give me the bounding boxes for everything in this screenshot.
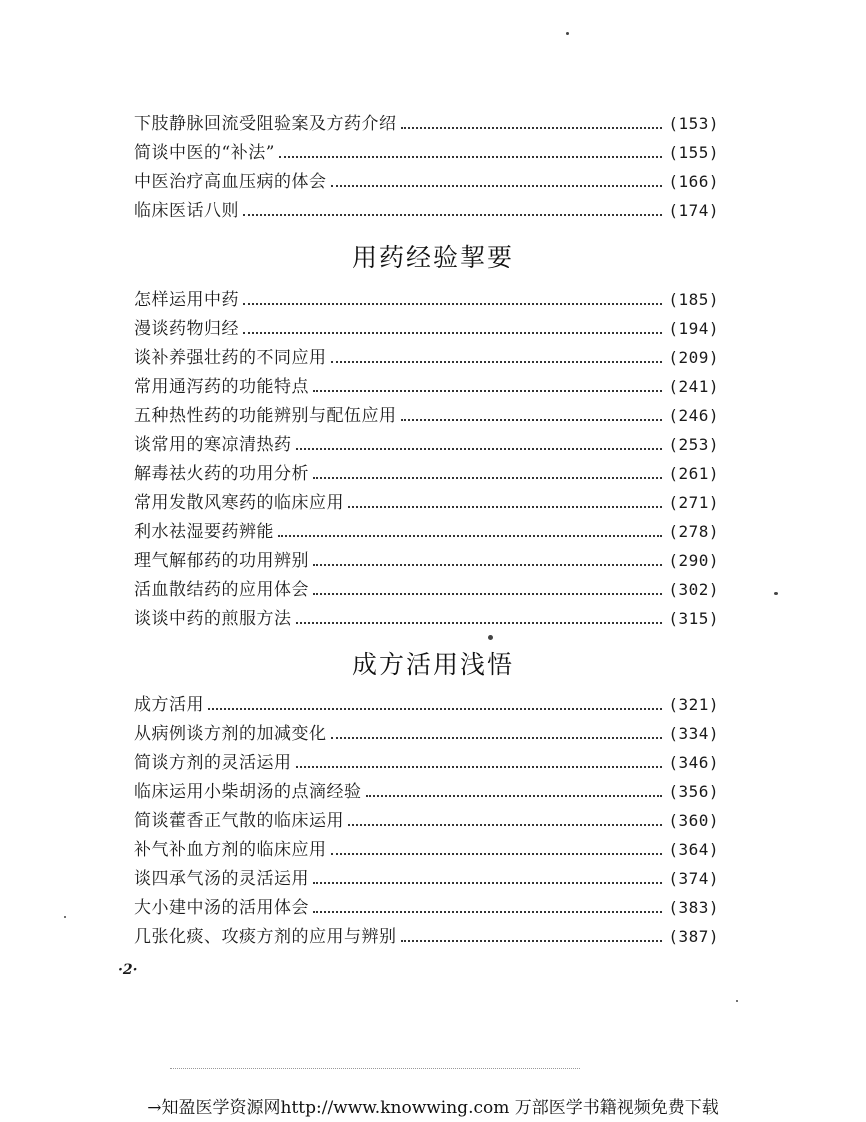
- toc-entry-title: 常用通泻药的功能特点: [134, 377, 309, 397]
- toc-entry-title: 中医治疗高血压病的体会: [134, 172, 327, 192]
- toc-entry-title: 谈谈中药的煎服方法: [134, 609, 292, 629]
- toc-entry-page: (209): [668, 348, 719, 367]
- toc-entry-title: 简谈中医的“补法”: [134, 143, 275, 163]
- toc-entry-page: (166): [668, 172, 719, 191]
- toc-entry: [134, 163, 719, 192]
- toc-entry-page: (387): [668, 927, 719, 946]
- toc-entry-page: (185): [668, 290, 719, 309]
- toc-entry-title: 临床运用小柴胡汤的点滴经验: [134, 782, 362, 802]
- toc-entry: [134, 773, 719, 802]
- toc-entry-title: 临床医话八则: [134, 201, 239, 221]
- toc-entry-title: 成方活用: [134, 695, 204, 715]
- toc-entry-page: (194): [668, 319, 719, 338]
- toc-entry: [134, 339, 719, 368]
- toc-entry: [134, 368, 719, 397]
- scan-line-artifact: [170, 1068, 580, 1069]
- toc-leader-dots: [401, 939, 663, 942]
- toc-entry-page: (246): [668, 406, 719, 425]
- toc-leader-dots: [401, 418, 663, 421]
- toc-entry: [134, 484, 719, 513]
- toc-entry-title: 从病例谈方剂的加减变化: [134, 724, 327, 744]
- section-heading: 用药经验挈要: [351, 243, 514, 272]
- toc-entry-page: (356): [668, 782, 719, 801]
- toc-leader-dots: [208, 707, 662, 710]
- toc-entry-title: 大小建中汤的活用体会: [134, 898, 309, 918]
- toc-leader-dots: [331, 852, 663, 855]
- toc-entry-page: (315): [668, 609, 719, 628]
- toc-entry-title: 利水祛湿要药辨能: [134, 522, 274, 542]
- toc-leader-dots: [313, 881, 662, 884]
- toc-section-2: [134, 281, 719, 629]
- toc-leader-dots: [401, 126, 663, 129]
- toc-leader-dots: [331, 360, 663, 363]
- toc-entry-page: (174): [668, 201, 719, 220]
- toc-entry-page: (271): [668, 493, 719, 512]
- page-number: ·2·: [118, 962, 138, 978]
- toc-entry-page: (241): [668, 377, 719, 396]
- scan-speck: [64, 916, 66, 918]
- toc-entry-page: (278): [668, 522, 719, 541]
- toc-leader-dots: [278, 534, 662, 537]
- toc-entry: [134, 192, 719, 221]
- toc-entry-title: 漫谈药物归经: [134, 319, 239, 339]
- toc-entry-page: (364): [668, 840, 719, 859]
- toc-leader-dots: [296, 621, 663, 624]
- toc-entry-page: (153): [668, 114, 719, 133]
- toc-entry: [134, 105, 719, 134]
- toc-entry: [134, 831, 719, 860]
- scan-speck: [488, 635, 493, 640]
- toc-leader-dots: [313, 592, 662, 595]
- toc-entry-title: 五种热性药的功能辨别与配伍应用: [134, 406, 397, 426]
- toc-entry: [134, 513, 719, 542]
- toc-entry-title: 补气补血方剂的临床应用: [134, 840, 327, 860]
- toc-entry-page: (302): [668, 580, 719, 599]
- toc-entry-title: 几张化痰、攻痰方剂的应用与辨别: [134, 927, 397, 947]
- toc-leader-dots: [313, 476, 662, 479]
- toc-leader-dots: [296, 447, 663, 450]
- toc-entry: [134, 860, 719, 889]
- toc-entry-title: 解毒祛火药的功用分析: [134, 464, 309, 484]
- toc-entry: [134, 134, 719, 163]
- toc-leader-dots: [348, 823, 662, 826]
- toc-entry-page: (321): [668, 695, 719, 714]
- toc-entry-title: 简谈方剂的灵活运用: [134, 753, 292, 773]
- toc-entry: [134, 455, 719, 484]
- toc-entry: [134, 686, 719, 715]
- toc-entry-title: 简谈藿香正气散的临床运用: [134, 811, 344, 831]
- toc-entry-page: (290): [668, 551, 719, 570]
- toc-leader-dots: [313, 910, 662, 913]
- toc-entry: [134, 918, 719, 947]
- toc-leader-dots: [331, 184, 663, 187]
- toc-leader-dots: [296, 765, 663, 768]
- toc-entry-page: (346): [668, 753, 719, 772]
- toc-entry-title: 下肢静脉回流受阻验案及方药介绍: [134, 114, 397, 134]
- toc-leader-dots: [313, 389, 662, 392]
- toc-entry-title: 谈四承气汤的灵活运用: [134, 869, 309, 889]
- toc-entry-page: (253): [668, 435, 719, 454]
- toc-leader-dots: [279, 155, 662, 158]
- toc-entry-page: (383): [668, 898, 719, 917]
- toc-leader-dots: [243, 302, 662, 305]
- toc-entry-title: 常用发散风寒药的临床应用: [134, 493, 344, 513]
- toc-leader-dots: [243, 331, 662, 334]
- toc-entry-page: (374): [668, 869, 719, 888]
- toc-leader-dots: [313, 563, 662, 566]
- scan-speck: [736, 1000, 738, 1002]
- section-heading: 成方活用浅悟: [351, 650, 514, 679]
- toc-entry: [134, 542, 719, 571]
- toc-entry: [134, 889, 719, 918]
- toc-entry: [134, 426, 719, 455]
- toc-entry: [134, 744, 719, 773]
- toc-entry-page: (261): [668, 464, 719, 483]
- toc-section-3: [134, 686, 719, 947]
- toc-leader-dots: [348, 505, 662, 508]
- toc-entry-title: 谈补养强壮药的不同应用: [134, 348, 327, 368]
- toc-section-1: [134, 105, 719, 221]
- toc-leader-dots: [331, 736, 663, 739]
- toc-entry: [134, 600, 719, 629]
- toc-entry-page: (360): [668, 811, 719, 830]
- scan-speck: [566, 32, 569, 35]
- footer-source-line: →知盈医学资源网http://www.knowwing.com 万部医学书籍视频免费下载: [147, 1098, 719, 1118]
- toc-entry-title: 怎样运用中药: [134, 290, 239, 310]
- toc-entry: [134, 571, 719, 600]
- toc-leader-dots: [366, 794, 663, 797]
- toc-entry-title: 谈常用的寒凉清热药: [134, 435, 292, 455]
- toc-entry-title: 理气解郁药的功用辨别: [134, 551, 309, 571]
- toc-entry: [134, 281, 719, 310]
- toc-entry: [134, 397, 719, 426]
- toc-entry: [134, 802, 719, 831]
- toc-entry: [134, 715, 719, 744]
- toc-entry-title: 活血散结药的应用体会: [134, 580, 309, 600]
- toc-entry: [134, 310, 719, 339]
- toc-entry-page: (334): [668, 724, 719, 743]
- toc-entry-page: (155): [668, 143, 719, 162]
- toc-leader-dots: [243, 213, 662, 216]
- scan-speck: [774, 592, 778, 595]
